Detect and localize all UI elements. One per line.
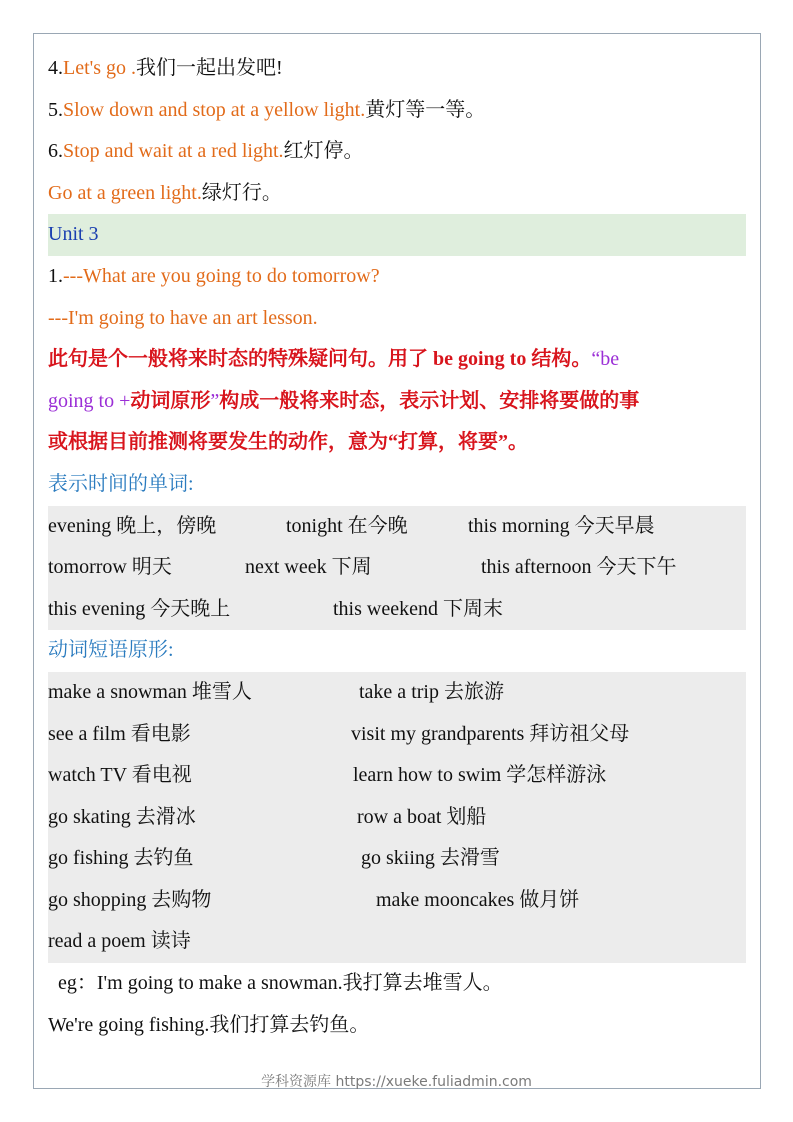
verb-phrase: see a film 看电影 <box>48 722 191 745</box>
explanation-quote-close: ” <box>210 389 220 412</box>
item-5-chinese: 黄灯等一等。 <box>365 98 486 121</box>
verb-phrase-row <box>48 921 746 963</box>
time-word: next week 下周 <box>245 556 372 579</box>
time-word: evening 晚上，傍晚 <box>48 514 217 537</box>
explanation-quote-open: “be <box>591 348 620 371</box>
item-7 <box>48 173 746 215</box>
item-6-number: 6. <box>48 140 63 163</box>
verb-phrase: watch TV 看电视 <box>48 764 192 787</box>
verb-phrase: visit my grandparents 拜访祖父母 <box>351 722 630 745</box>
verb-phrases-block <box>48 672 746 963</box>
item-7-chinese: 绿灯行。 <box>201 181 282 204</box>
verb-phrase-row <box>48 672 746 714</box>
verb-phrase: learn how to swim 学怎样游泳 <box>353 764 607 787</box>
time-word: this afternoon 今天下午 <box>481 556 677 579</box>
item-6 <box>48 131 746 173</box>
verb-phrase: go fishing 去钓鱼 <box>48 847 194 870</box>
example-2: We're going fishing.我们打算去钓鱼。 <box>48 1013 370 1036</box>
item-7-english: Go at a green light. <box>48 181 202 204</box>
item-4-chinese: 我们一起出发吧! <box>136 57 283 79</box>
item-5-number: 5. <box>48 98 63 121</box>
time-word: this morning 今天早晨 <box>468 514 655 537</box>
dialog-question-text: ---What are you going to do tomorrow? <box>63 264 380 287</box>
verb-phrase-row <box>48 714 746 756</box>
time-words-block <box>48 506 746 631</box>
explanation-text-2: 构成一般将来时态，表示计划、安排将要做的事 <box>219 389 640 412</box>
unit-heading: Unit 3 <box>48 214 746 256</box>
time-words-row <box>48 547 746 589</box>
verb-phrase: make a snowman 堆雪人 <box>48 680 252 703</box>
time-word: this weekend 下周末 <box>333 597 503 620</box>
explanation-text-1: 此句是个一般将来时态的特殊疑问句。用了 be going to 结构。 <box>48 348 592 371</box>
item-5-english: Slow down and stop at a yellow light. <box>63 98 366 121</box>
time-word: tomorrow 明天 <box>48 556 172 579</box>
verb-phrase: make mooncakes 做月饼 <box>376 888 580 911</box>
example-1: eg：I'm going to make a snowman.我打算去堆雪人。 <box>48 972 503 995</box>
explanation-line-2 <box>48 381 746 423</box>
verb-phrase: read a poem 读诗 <box>48 930 191 953</box>
dialog-question-number: 1. <box>48 264 63 287</box>
item-4 <box>48 48 746 90</box>
verb-phrase: go skiing 去滑雪 <box>361 847 500 870</box>
explanation-line-3: 或根据目前推测将要发生的动作，意为“打算，将要”。 <box>48 431 528 454</box>
dialog-question <box>48 256 746 298</box>
document-body <box>48 48 746 1046</box>
verb-phrases-heading: 动词短语原形: <box>48 639 174 662</box>
item-6-english: Stop and wait at a red light. <box>63 140 284 163</box>
item-4-number: 4. <box>48 57 63 79</box>
time-words-row <box>48 506 746 548</box>
verb-phrase-row <box>48 838 746 880</box>
item-6-chinese: 红灯停。 <box>283 140 364 163</box>
verb-phrase-row <box>48 880 746 922</box>
dialog-answer: ---I'm going to have an art lesson. <box>48 306 318 329</box>
time-words-row <box>48 589 746 631</box>
verb-phrase-row <box>48 797 746 839</box>
explanation-line-1 <box>48 339 746 381</box>
explanation-verb-form: 动词原形 <box>130 389 211 412</box>
verb-phrase: take a trip 去旅游 <box>359 680 504 703</box>
verb-phrase-row <box>48 755 746 797</box>
verb-phrase: go skating 去滑冰 <box>48 805 196 828</box>
time-words-heading: 表示时间的单词: <box>48 472 194 495</box>
item-4-english: Let's go . <box>63 57 137 79</box>
item-5 <box>48 90 746 132</box>
time-word: tonight 在今晚 <box>286 514 408 537</box>
explanation-formula: going to + <box>48 389 131 412</box>
verb-phrase: row a boat 划船 <box>357 805 487 828</box>
time-word: this evening 今天晚上 <box>48 597 231 620</box>
verb-phrase: go shopping 去购物 <box>48 888 212 911</box>
footer-source: 学科资源库 https://xueke.fuliadmin.com <box>261 1074 532 1090</box>
